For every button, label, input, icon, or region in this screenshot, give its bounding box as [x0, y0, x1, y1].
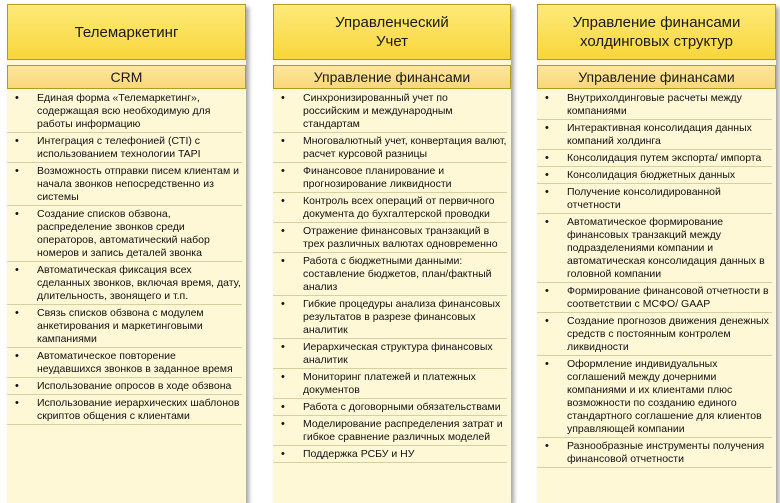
list-item: • Автоматическое повторение неудавшихся звонков в заданное время — [7, 350, 242, 378]
list-item: • Гибкие процедуры анализа финансовых результатов в разрезе финансовых аналитик — [273, 298, 507, 339]
column-title: Телемаркетинг — [7, 4, 246, 60]
list-item: • Оформление индивидуальных соглашений между дочерними компаниями и их клиентами плюс возможности по созданию единого стандартного соглашение для клиентов управляющей компании — [537, 358, 772, 438]
list-item: • Создание прогнозов движения денежных средств с постоянным контролем ликвидности — [537, 315, 772, 356]
feature-list — [537, 92, 776, 470]
column-title: Управление финансами холдинговых структур — [537, 4, 776, 60]
list-item: • Использование иерархических шаблонов скриптов общения с клиентами — [7, 397, 242, 425]
column-telemarketing — [7, 4, 246, 503]
feature-list — [273, 92, 511, 465]
list-item: • Мониторинг платежей и платежных документов — [273, 371, 507, 399]
column-management-accounting — [273, 4, 511, 503]
list-item: • Отражение финансовых транзакций в трех различных валютах одновременно — [273, 225, 507, 253]
list-item: • Внутрихолдинговые расчеты между компаниями — [537, 92, 772, 120]
list-item: • Работа с договорными обязательствами — [273, 401, 507, 416]
list-item: • Моделирование распределения затрат и гибкое сравнение различных моделей — [273, 418, 507, 446]
list-item: • Получение консолидированной отчетности — [537, 186, 772, 214]
list-item: • Иерархическая структура финансовых аналитик — [273, 341, 507, 369]
list-item: • Синхронизированный учет по российским и международным стандартам — [273, 92, 507, 133]
list-item: • Создание списков обзвона, распределение звонков среди операторов, автоматический набор номеров и запись деталей звонка — [7, 208, 242, 262]
list-item: • Автоматическое формирование финансовых транзакций между подразделениями компании и автоматическая консолидация данных в головной компании — [537, 216, 772, 283]
column-title: Управленческий Учет — [273, 4, 511, 60]
list-item: • Возможность отправки писем клиентам и начала звонков непосредственно из системы — [7, 165, 242, 206]
list-item: • Финансовое планирование и прогнозирование ликвидности — [273, 165, 507, 193]
list-item: • Разнообразные инструменты получения финансовой отчетности — [537, 440, 772, 468]
list-item: • Интерактивная консолидация данных компаний холдинга — [537, 122, 772, 150]
list-item: • Поддержка РСБУ и НУ — [273, 448, 507, 463]
list-item: • Контроль всех операций от первичного документа до бухгалтерской проводки — [273, 195, 507, 223]
list-item: • Единая форма «Телемаркетинг», содержащая всю необходимую для работы информацию — [7, 92, 242, 133]
list-item: • Работа с бюджетными данными: составление бюджетов, план/фактный анализ — [273, 255, 507, 296]
list-item: • Интеграция с телефонией (CTI) с использованием технологии TAPI — [7, 135, 242, 163]
list-item: • Многовалютный учет, конвертация валют, расчет курсовой разницы — [273, 135, 507, 163]
list-item: • Автоматическая фиксация всех сделанных звонков, включая время, дату, длительность, звонящего и т.п. — [7, 264, 242, 305]
column-subtitle: Управление финансами — [273, 65, 511, 89]
list-item: • Связь списков обзвона с модулем анкетирования и маркетинговыми кампаниями — [7, 307, 242, 348]
column-subtitle: CRM — [7, 65, 246, 89]
column-subtitle: Управление финансами — [537, 65, 776, 89]
list-item: • Консолидация путем экспорта/ импорта — [537, 152, 772, 167]
list-item: • Использование опросов в ходе обзвона — [7, 380, 242, 395]
list-item: • Консолидация бюджетных данных — [537, 169, 772, 184]
column-holding-finance — [537, 4, 776, 503]
feature-list — [7, 92, 246, 427]
list-item: • Формирование финансовой отчетности в соответствии с МСФО/ GAAP — [537, 285, 772, 313]
